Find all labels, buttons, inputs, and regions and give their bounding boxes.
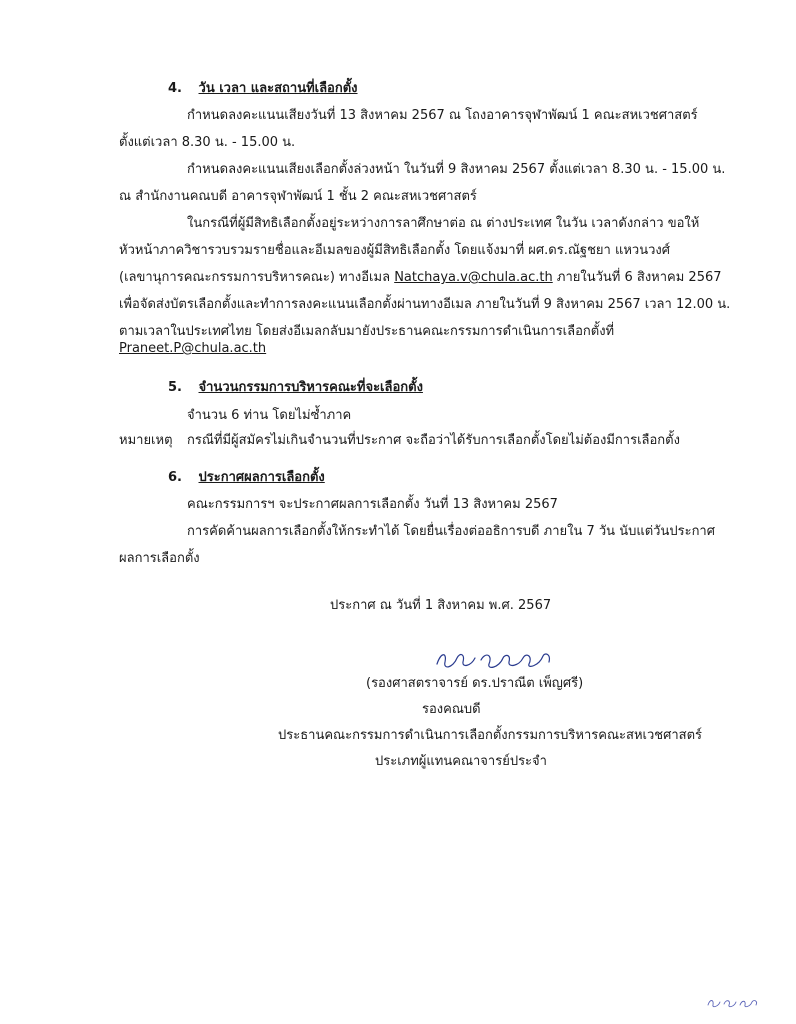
section6-heading	[168, 469, 325, 487]
section5-note-label: หมายเหตุ	[119, 433, 173, 448]
footer-initials	[706, 996, 762, 1010]
section4-heading	[168, 80, 358, 98]
section4-p3-line5: ตามเวลาในประเทศไทย โดยส่งอีเมลกลับมายังประธานคณะกรรมการดำเนินการเลือกตั้งที่	[119, 324, 615, 339]
section4-p3-line2: หัวหน้าภาควิชารวบรวมรายชื่อและอีเมลของผู้มีสิทธิเลือกตั้ง โดยแจ้งมาที่ ผศ.ดร.ณัฐชยา แหวนวงศ์	[119, 243, 670, 258]
section4-p3-line3-text-a: (เลขานุการคณะกรรมการบริหารคณะ) ทางอีเมล	[119, 270, 391, 285]
section4-p3-line3-text-b: ภายในวันที่ 6 สิงหาคม 2567	[556, 270, 722, 285]
signer-name: (รองศาสตราจารย์ ดร.ปราณีต เพ็ญศรี)	[366, 676, 584, 691]
section4-p2-line1: กำหนดลงคะแนนเสียงเลือกตั้งล่วงหน้า ในวันที่ 9 สิงหาคม 2567 ตั้งแต่เวลา 8.30 น. - 15.00 น.	[187, 162, 726, 177]
signature-image	[433, 646, 563, 674]
section5-note-text: กรณีที่มีผู้สมัครไม่เกินจำนวนที่ประกาศ จะถือว่าได้รับการเลือกตั้งโดยไม่ต้องมีการเลือกตั้ง	[187, 433, 680, 448]
section6-line3: ผลการเลือกตั้ง	[119, 551, 200, 566]
section6-title: ประกาศผลการเลือกตั้ง	[198, 470, 325, 485]
section5-heading	[168, 379, 423, 397]
section4-p3-line1: ในกรณีที่ผู้มีสิทธิเลือกตั้งอยู่ระหว่างการลาศึกษาต่อ ณ ต่างประเทศ ในวัน เวลาดังกล่าว ขอให้	[187, 216, 700, 231]
signer-position-1: รองคณบดี	[422, 702, 481, 717]
section4-number: 4.	[168, 81, 182, 96]
section6-line1: คณะกรรมการฯ จะประกาศผลการเลือกตั้ง วันที่ 13 สิงหาคม 2567	[187, 497, 558, 512]
section5-title: จำนวนกรรมการบริหารคณะที่จะเลือกตั้ง	[198, 380, 423, 395]
section4-p3-line4: เพื่อจัดส่งบัตรเลือกตั้งและทำการลงคะแนนเลือกตั้งผ่านทางอีเมล ภายในวันที่ 9 สิงหาคม 2567 เวลา 12.00 น.	[119, 297, 731, 312]
section6-number: 6.	[168, 470, 182, 485]
section6-line2: การคัดค้านผลการเลือกตั้งให้กระทำได้ โดยยื่นเรื่องต่ออธิการบดี ภายใน 7 วัน นับแต่วันประกาศ	[187, 524, 715, 539]
section4-p3-line3	[119, 269, 722, 287]
email-link-praneet[interactable]: Praneet.P@chula.ac.th	[119, 341, 267, 356]
section5-line1: จำนวน 6 ท่าน โดยไม่ซ้ำภาค	[187, 408, 352, 423]
section4-title: วัน เวลา และสถานที่เลือกตั้ง	[198, 81, 358, 96]
signer-position-2: ประธานคณะกรรมการดำเนินการเลือกตั้งกรรมการบริหารคณะสหเวชศาสตร์	[278, 728, 702, 743]
section4-p2-line2: ณ สำนักงานคณบดี อาคารจุฬาพัฒน์ 1 ชั้น 2 คณะสหเวชศาสตร์	[119, 189, 477, 204]
announce-date: ประกาศ ณ วันที่ 1 สิงหาคม พ.ศ. 2567	[330, 598, 552, 613]
section4-p1-line1: กำหนดลงคะแนนเสียงวันที่ 13 สิงหาคม 2567 ณ โถงอาคารจุฬาพัฒน์ 1 คณะสหเวชศาสตร์	[187, 108, 698, 123]
section5-number: 5.	[168, 380, 182, 395]
section4-p1-line2: ตั้งแต่เวลา 8.30 น. - 15.00 น.	[119, 135, 296, 150]
email-link-natchaya[interactable]: Natchaya.v@chula.ac.th	[394, 270, 553, 285]
signer-position-3: ประเภทผู้แทนคณาจารย์ประจำ	[375, 754, 547, 769]
